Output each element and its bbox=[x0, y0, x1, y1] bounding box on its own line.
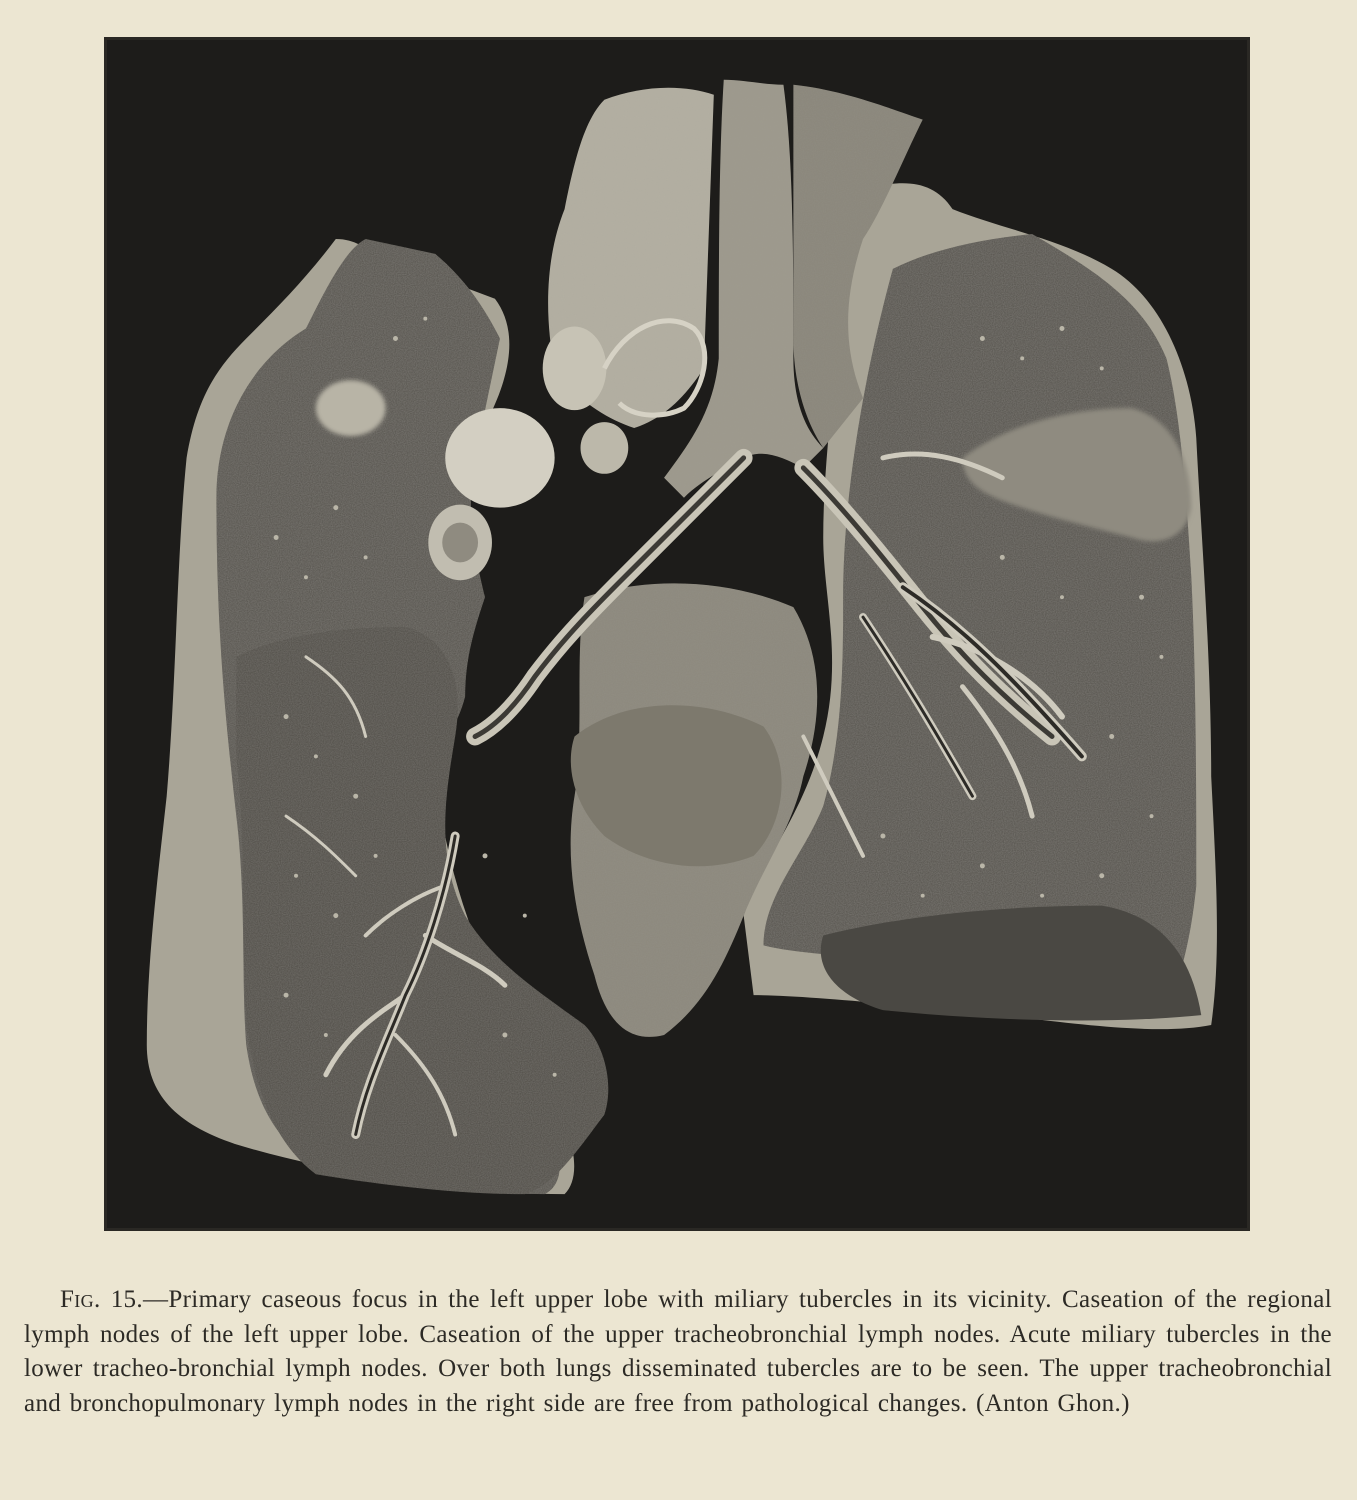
figure-label: Fig. 15. bbox=[60, 1286, 143, 1313]
caption-text: —Primary caseous focus in the left upper lobe with miliary tubercles in its vicinity. Caseation of the regional lymph nodes of the left upper lobe. Caseation of the upper tracheobronchial lymph nodes. Acute miliary tubercles in the lower tracheo-bronchial lymph nodes. Over both lungs disseminated tubercles are to be seen. The upper tracheobronchial and bronchopulmonary lymph nodes in the right side are free from pathological changes. (Anton Ghon.) bbox=[24, 1286, 1332, 1417]
figure-caption bbox=[24, 1283, 1332, 1421]
caseous-lymph-node-small bbox=[581, 422, 629, 474]
specimen-plate bbox=[104, 37, 1250, 1231]
primary-caseous-focus bbox=[316, 380, 386, 436]
caseous-lymph-node-medium bbox=[543, 327, 607, 411]
lung-section-illustration bbox=[107, 40, 1247, 1228]
caseous-lymph-node-large bbox=[445, 408, 554, 507]
